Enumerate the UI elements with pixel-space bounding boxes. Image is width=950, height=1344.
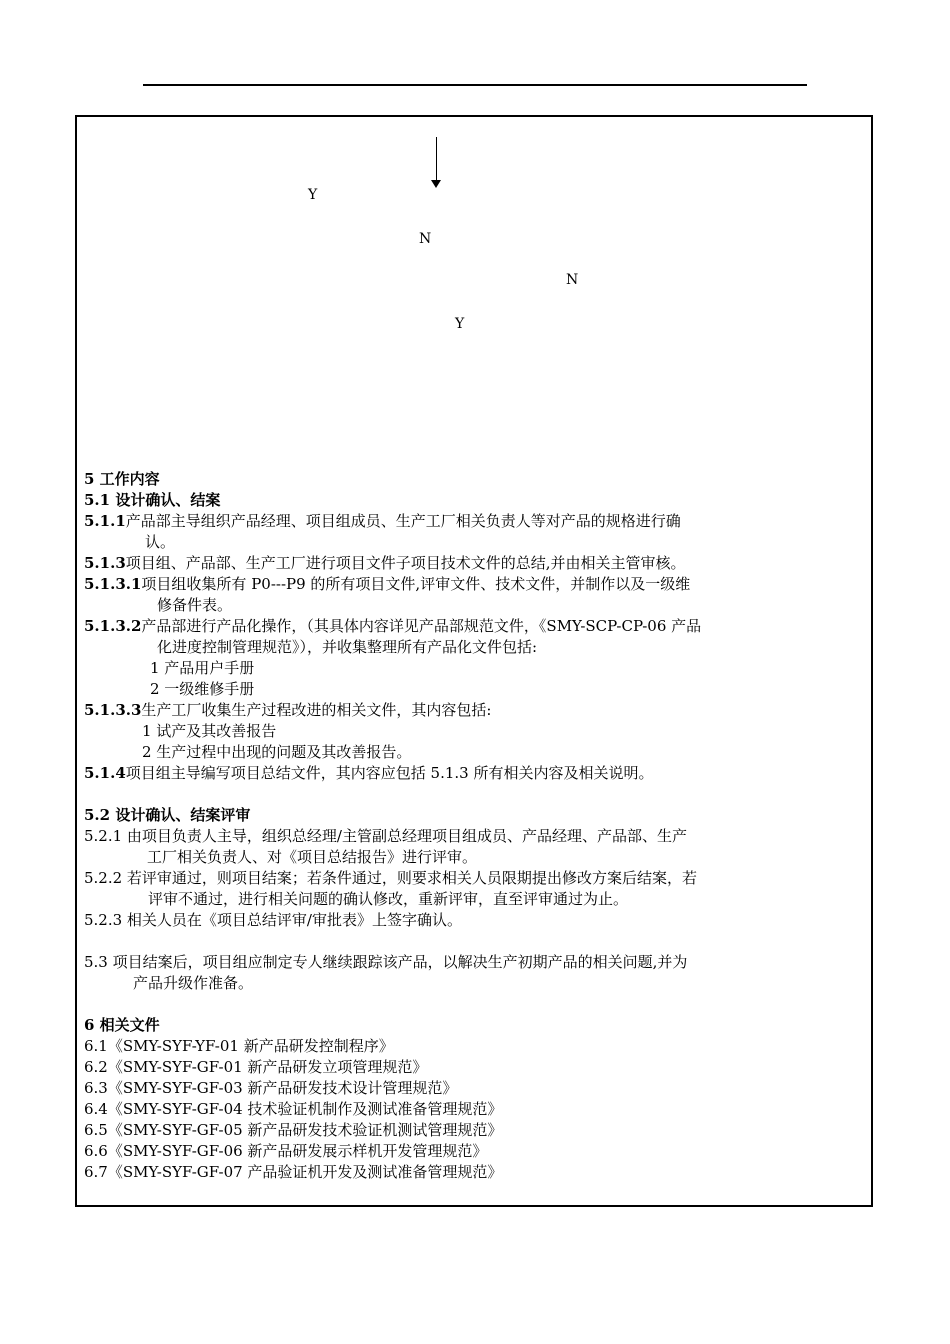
flowchart-label-yes: Y xyxy=(455,316,465,332)
section-heading: 6 相关文件 xyxy=(84,1016,160,1034)
paragraph: 5.2.3 相关人员在《项目总结评审/审批表》上签字确认。 xyxy=(84,911,462,929)
paragraph xyxy=(84,574,868,595)
paragraph xyxy=(84,511,868,532)
paragraph-text: 项目组主导编写项目总结文件，其内容应包括 5.1.3 所有相关内容及相关说明。 xyxy=(125,764,654,782)
list-item: 2 一级维修手册 xyxy=(150,680,255,698)
header-rule xyxy=(143,84,807,86)
reference-item: 6.3《SMY-SYF-GF-03 新产品研发技术设计管理规范》 xyxy=(84,1079,458,1097)
paragraph-continuation: 工厂相关负责人、对《项目总结报告》进行评审。 xyxy=(147,848,478,866)
paragraph-continuation: 化进度控制管理规范》），并收集整理所有产品化文件包括: xyxy=(157,638,538,656)
paragraph xyxy=(84,616,868,637)
flowchart-label-no: N xyxy=(566,272,579,288)
subsection-heading: 5.2 设计确认、结案评审 xyxy=(84,806,251,824)
clause-number: 5.1.3.1 xyxy=(84,575,142,593)
list-item: 1 试产及其改善报告 xyxy=(142,722,277,740)
paragraph: 5.3 项目结案后，项目组应制定专人继续跟踪该产品，以解决生产初期产品的相关问题,并为 xyxy=(84,953,688,971)
reference-item: 6.4《SMY-SYF-GF-04 技术验证机制作及测试准备管理规范》 xyxy=(84,1100,503,1118)
list-item: 1 产品用户手册 xyxy=(150,659,255,677)
paragraph xyxy=(84,700,868,721)
subsection-heading: 5.1 设计确认、结案 xyxy=(84,491,221,509)
document-body xyxy=(84,469,868,1183)
flowchart-label-yes: Y xyxy=(308,187,318,203)
paragraph-text: 产品部主导组织产品经理、项目组成员、生产工厂相关负责人等对产品的规格进行确 xyxy=(125,512,681,530)
paragraph: 5.2.2 若评审通过，则项目结案；若条件通过，则要求相关人员限期提出修改方案后结案，若 xyxy=(84,869,697,887)
paragraph-continuation: 评审不通过，进行相关问题的确认修改，重新评审，直至评审通过为止。 xyxy=(148,890,629,908)
paragraph-text: 产品部进行产品化操作，（其具体内容详见产品部规范文件，《SMY-SCP-CP-06 产品 xyxy=(141,617,702,635)
paragraph-text: 生产工厂收集生产过程改进的相关文件，其内容包括: xyxy=(141,701,492,719)
reference-item: 6.7《SMY-SYF-GF-07 产品验证机开发及测试准备管理规范》 xyxy=(84,1163,503,1181)
list-item: 2 生产过程中出现的问题及其改善报告。 xyxy=(142,743,412,761)
clause-number: 5.1.3.3 xyxy=(84,701,142,719)
reference-item: 6.2《SMY-SYF-GF-01 新产品研发立项管理规范》 xyxy=(84,1058,428,1076)
paragraph xyxy=(84,763,868,784)
paragraph-continuation: 修备件表。 xyxy=(157,596,233,614)
clause-number: 5.1.4 xyxy=(84,764,126,782)
clause-number: 5.1.3.2 xyxy=(84,617,142,635)
reference-item: 6.5《SMY-SYF-GF-05 新产品研发技术验证机测试管理规范》 xyxy=(84,1121,503,1139)
flowchart-label-no: N xyxy=(419,231,432,247)
paragraph-text: 项目组、产品部、生产工厂进行项目文件子项目技术文件的总结,并由相关主管审核。 xyxy=(125,554,686,572)
flowchart-connector xyxy=(436,137,437,181)
paragraph-continuation: 产品升级作准备。 xyxy=(133,974,254,992)
section-heading: 5 工作内容 xyxy=(84,470,160,488)
paragraph-text: 项目组收集所有 P0---P9 的所有项目文件,评审文件、技术文件，并制作以及一级维 xyxy=(141,575,691,593)
clause-number: 5.1.1 xyxy=(84,512,126,530)
paragraph xyxy=(84,553,868,574)
paragraph: 5.2.1 由项目负责人主导，组织总经理/主管副总经理项目组成员、产品经理、产品部、生产 xyxy=(84,827,687,845)
reference-item: 6.1《SMY-SYF-YF-01 新产品研发控制程序》 xyxy=(84,1037,394,1055)
reference-item: 6.6《SMY-SYF-GF-06 新产品研发展示样机开发管理规范》 xyxy=(84,1142,488,1160)
paragraph-continuation: 认。 xyxy=(145,533,176,551)
arrow-down-icon xyxy=(431,180,441,188)
clause-number: 5.1.3 xyxy=(84,554,126,572)
